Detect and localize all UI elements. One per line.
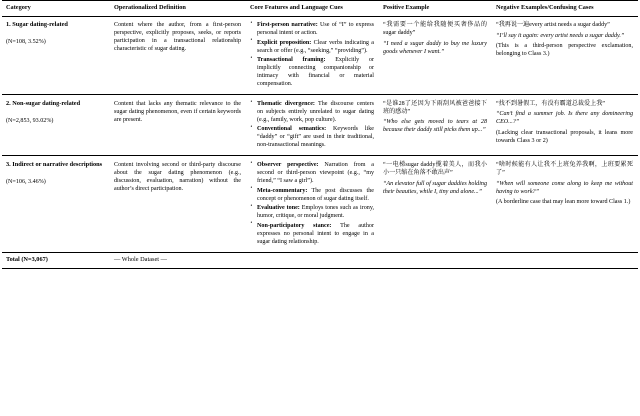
feature-term: Thematic divergence: [257, 100, 315, 107]
feature-text: Keywords like “daddy” or “gift” are used in their traditional, non-transactional meanings. [257, 126, 374, 149]
feature-text: The post discusses the concept or phenomenon of sugar dating itself. [257, 187, 374, 202]
feature-term: Transactional framing: [257, 57, 326, 64]
feature-text: Explicitly or implicitly connecting companionship or intimacy with financial or material compensation. [257, 57, 375, 88]
core-features-cell [246, 95, 379, 156]
table-row [2, 156, 638, 252]
feature-text: Narration from a second or third-person viewpoint (e.g., “my friend,” “I saw a girl”). [257, 161, 374, 185]
feature-term: Observer perspective: [257, 161, 319, 168]
feature-term: Explicit proposition: [257, 39, 312, 46]
negative-example-translation: “Can’t find a summer job. Is there any domineering CEO...?” [496, 111, 633, 126]
negative-example-translation: “When will someone come along to keep me without having to work?” [496, 180, 633, 195]
core-features-cell [246, 16, 379, 95]
total-value: — Whole Dataset — [110, 252, 638, 268]
feature-text: Clear verbs indicating a search or offer (e.g., “seeking,” “providing”). [257, 39, 374, 54]
negative-example-note: (A borderline case that may lean more toward Class 1.) [496, 199, 631, 206]
positive-example-cell [379, 95, 492, 156]
category-cell [2, 95, 110, 156]
negative-example-original: “我再说一遍every artist needs a sugar daddy” [496, 22, 610, 29]
table-row [2, 16, 638, 95]
feature-text: Employs tones such as irony, humor, critique, or moral judgment. [257, 205, 374, 220]
feature-item [250, 187, 374, 203]
category-count: (N=2,853, 93.02%) [6, 118, 54, 125]
negative-example-cell [492, 156, 638, 252]
column-header-positive-example: Positive Example [379, 1, 492, 17]
positive-example-original: “是谁28了还因为下雨刮风被爸爸接下班的感动” [383, 100, 487, 115]
table-header [2, 1, 638, 17]
negative-example-original: “找不到暑假工，有没有霸道总裁爱上我” [496, 100, 606, 107]
positive-example-translation: “I need a sugar daddy to buy me luxury goods whenever I want.” [383, 40, 487, 55]
category-count: (N=108, 3.52%) [6, 39, 46, 46]
definition-cell: Content involving second or third-party discourse about the sugar dating phenomenon (e.g., discussion, evaluation, narration) without the author’s direct participation. [110, 156, 246, 252]
feature-item [250, 204, 374, 220]
feature-term: Conventional semantics: [257, 126, 327, 133]
table-footer [2, 252, 638, 268]
category-title: 1. Sugar dating-related [6, 21, 68, 29]
negative-example-cell [492, 95, 638, 156]
category-codebook-table [2, 0, 638, 269]
column-header-negative-examples: Negative Examples/Confusing Cases [492, 1, 638, 17]
definition-cell: Content that lacks any thematic relevance to the sugar dating phenomenon, even if certain keywords are present. [110, 95, 246, 156]
feature-item [250, 222, 374, 246]
positive-example-translation: “Who else gets moved to tears at 28 because their daddy still picks them up...” [383, 119, 487, 134]
feature-item [250, 161, 374, 185]
feature-text: The discourse centers on subjects entirely unrelated to sugar dating (e.g., family, work, pop culture). [257, 100, 374, 123]
category-cell [2, 16, 110, 95]
negative-example-translation: “I’ll say it again: every artist needs a sugar daddy.” [496, 32, 625, 39]
feature-item [250, 21, 374, 37]
negative-example-note: (Lacking clear transactional proposals, it leans more towards Class 3 or 2) [496, 129, 633, 144]
total-label: Total (N=3,067) [2, 252, 110, 268]
negative-example-cell [492, 16, 638, 95]
table-row [2, 95, 638, 156]
positive-example-original: “我需要一个能给我随便买奢侈品的sugar daddy” [383, 22, 487, 37]
category-title: 3. Indirect or narrative descriptions [6, 160, 103, 168]
column-header-core-features: Core Features and Language Cues [246, 1, 379, 17]
feature-list [250, 100, 374, 150]
table-body [2, 16, 638, 252]
category-title: 2. Non-sugar dating-related [6, 99, 81, 107]
positive-example-original: “一电梯sugar daddy揽着美人，而我小小一只缩在角落不敢出声” [383, 161, 487, 177]
feature-term: Non-participatory stance: [257, 222, 332, 229]
positive-example-cell [379, 16, 492, 95]
column-header-definition: Operationalized Definition [110, 1, 246, 17]
feature-text: Use of “I” to express personal intent or action. [257, 22, 375, 37]
feature-list [250, 161, 374, 246]
feature-text: The author expresses no personal intent to engage in a sugar dating relationship. [257, 222, 374, 245]
column-header-category: Category [2, 1, 110, 17]
core-features-cell [246, 156, 379, 252]
feature-list [250, 21, 374, 88]
category-count: (N=106, 3.46%) [6, 179, 46, 186]
negative-example-note: (This is a third-person perspective exclamation, belonging to Class 3.) [496, 43, 633, 58]
feature-item [250, 56, 374, 88]
definition-cell: Content where the author, from a first-person perspective, explicitly proposes, seeks, or reports participation in a transactional relationship characteristic of sugar dating. [114, 22, 241, 53]
feature-term: First-person narrative: [257, 22, 318, 29]
feature-item [250, 39, 374, 55]
category-cell [2, 156, 110, 252]
negative-example-original: “啥时候能有人让我不上班兔养我啊，上班要累死了” [496, 161, 633, 177]
feature-item [250, 125, 374, 149]
feature-item [250, 100, 374, 124]
positive-example-cell [379, 156, 492, 252]
positive-example-translation: “An elevator full of sugar daddies holding their beauties, while I, tiny and alone...” [383, 180, 487, 195]
feature-term: Evaluative tone: [257, 205, 300, 212]
feature-term: Meta-commentary: [257, 187, 308, 194]
